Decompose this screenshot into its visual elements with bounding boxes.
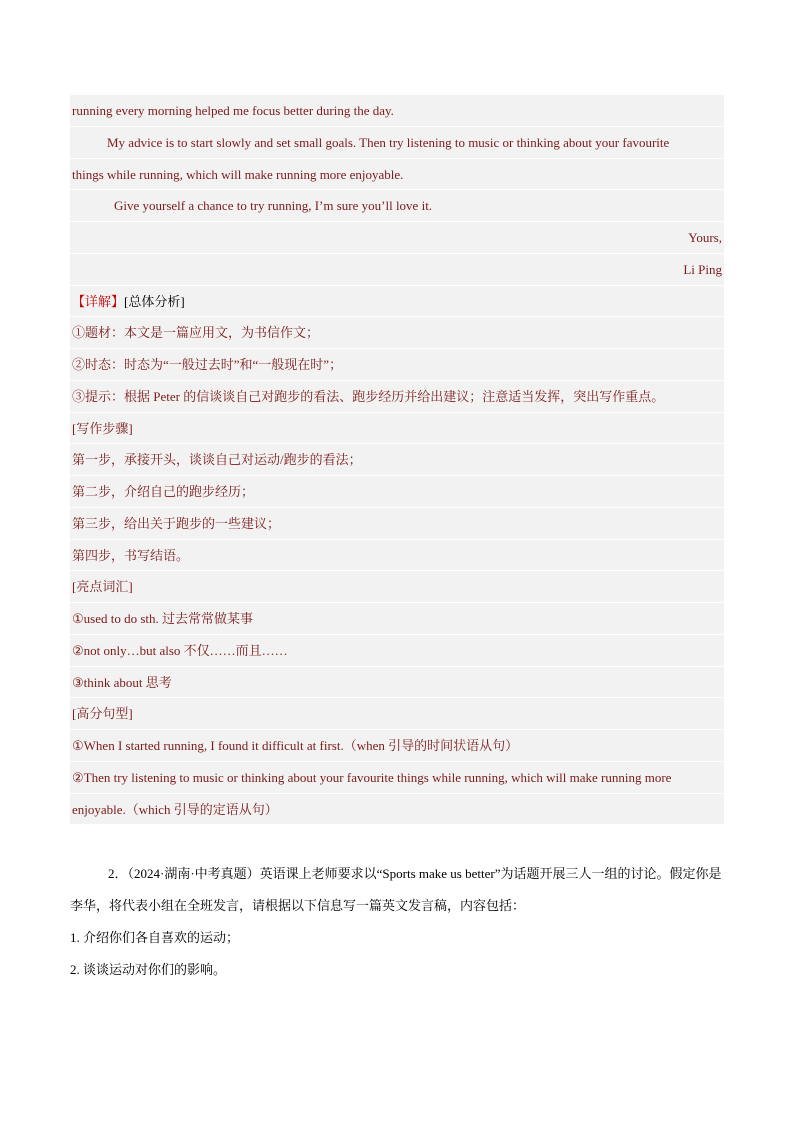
- question-intro: 2．（2024·湖南·中考真题）英语课上老师要求以“Sports make us better”为话题开展三人一组的讨论。假定你是李华，将代表小组在全班发言，请根据以下信息写一篇英文发言稿，内容包括：: [70, 866, 722, 913]
- question-2: [70, 858, 724, 986]
- section-heading: [高分句型]: [70, 698, 724, 730]
- step-item: 第一步，承接开头，谈谈自己对运动/跑步的看法；: [70, 444, 724, 476]
- question-point: 2. 谈谈运动对你们的影响。: [70, 962, 227, 977]
- letter-line: Give yourself a chance to try running, I’m sure you’ll love it.: [70, 190, 724, 222]
- answer-block: [70, 95, 724, 825]
- vocab-item: ①used to do sth. 过去常常做某事: [70, 603, 724, 635]
- sentence-item: ①When I started running, I found it difficult at first.（when 引导的时间状语从句）: [70, 730, 724, 762]
- sentence-item: enjoyable.（which 引导的定语从句）: [70, 794, 724, 826]
- sentence-item: ②Then try listening to music or thinking about your favourite things while running, which will make running more: [70, 762, 724, 794]
- step-item: 第四步，书写结语。: [70, 540, 724, 572]
- letter-signature: Li Ping: [70, 254, 724, 286]
- step-item: 第三步，给出关于跑步的一些建议；: [70, 508, 724, 540]
- letter-closing: Yours,: [70, 222, 724, 254]
- step-item: 第二步，介绍自己的跑步经历；: [70, 476, 724, 508]
- section-heading: [写作步骤]: [70, 413, 724, 445]
- section-heading: [亮点词汇]: [70, 571, 724, 603]
- overall-analysis-heading: [总体分析]: [124, 293, 185, 309]
- vocab-item: ③think about 思考: [70, 667, 724, 699]
- letter-line: My advice is to start slowly and set small goals. Then try listening to music or thinking about your favourite: [70, 127, 724, 159]
- question-point: 1. 介绍你们各自喜欢的运动；: [70, 930, 240, 945]
- letter-line: running every morning helped me focus better during the day.: [70, 95, 724, 127]
- analysis-item: ①题材：本文是一篇应用文，为书信作文；: [70, 317, 724, 349]
- vocab-item: ②not only…but also 不仅……而且……: [70, 635, 724, 667]
- detail-tag: 【详解】: [72, 293, 125, 309]
- letter-line: things while running, which will make running more enjoyable.: [70, 159, 724, 191]
- analysis-item: ③提示：根据 Peter 的信谈谈自己对跑步的看法、跑步经历并给出建议；注意适当发挥，突出写作重点。: [70, 381, 724, 413]
- analysis-item: ②时态：时态为“一般过去时”和“一般现在时”；: [70, 349, 724, 381]
- analysis-heading: [70, 286, 724, 318]
